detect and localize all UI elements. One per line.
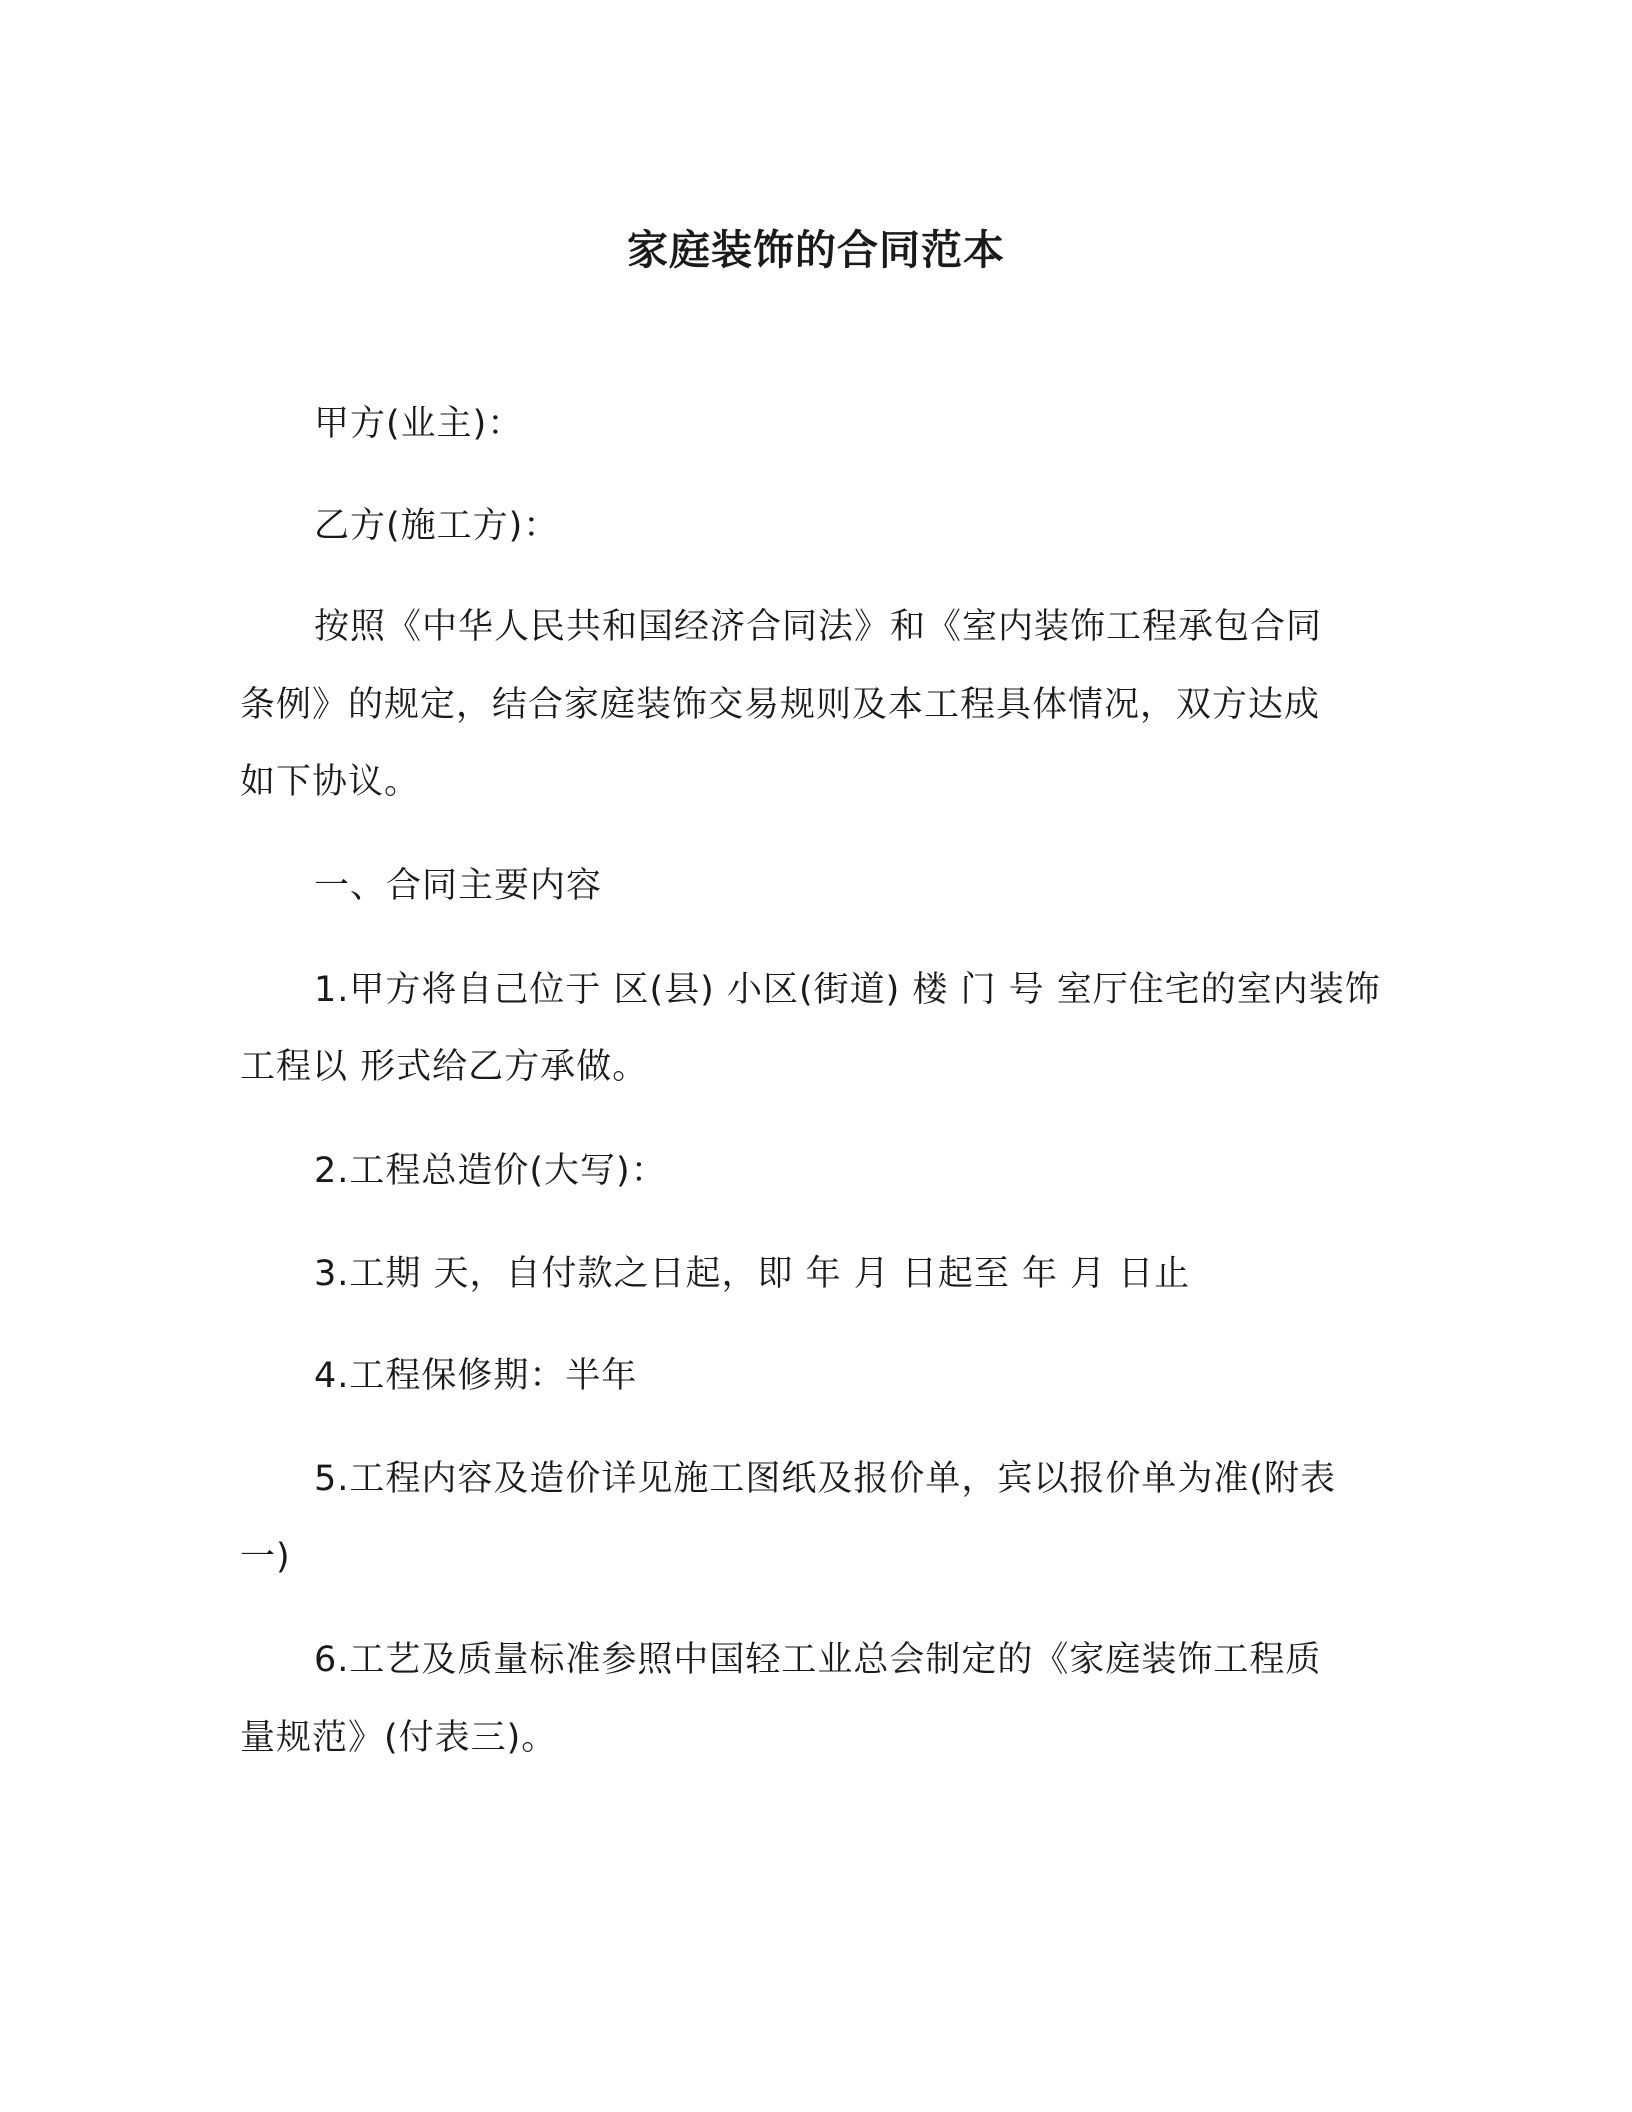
- clause-5-line-2: 一): [240, 1537, 291, 1577]
- clause-1-line-1: 1.甲方将自己位于 区(县) 小区(街道) 楼 门 号 室厅住宅的室内装饰: [314, 970, 1381, 1010]
- clause-1-line-2: 工程以 形式给乙方承做。: [240, 1047, 649, 1087]
- clause-3: 3.工期 天，自付款之日起，即 年 月 日起至 年 月 日止: [314, 1254, 1191, 1294]
- clause-6-line-2: 量规范》(付表三)。: [240, 1718, 558, 1758]
- party-a-line: 甲方(业主)：: [314, 404, 524, 444]
- clause-6-line-1: 6.工艺及质量标准参照中国轻工业总会制定的《家庭装饰工程质: [314, 1640, 1322, 1680]
- preamble-line-1: 按照《中华人民共和国经济合同法》和《室内装饰工程承包合同: [314, 607, 1323, 647]
- party-b-line: 乙方(施工方)：: [314, 506, 560, 546]
- clause-5-line-1: 5.工程内容及造价详见施工图纸及报价单，宾以报价单为准(附表: [314, 1459, 1337, 1499]
- preamble-line-3: 如下协议。: [240, 762, 421, 802]
- clause-4: 4.工程保修期：半年: [314, 1356, 638, 1396]
- section-heading: 一、合同主要内容: [314, 866, 603, 906]
- document-title: 家庭装饰的合同范本: [627, 226, 1005, 274]
- clause-2: 2.工程总造价(大写)：: [314, 1151, 667, 1191]
- preamble-line-2: 条例》的规定，结合家庭装饰交易规则及本工程具体情况，双方达成: [240, 685, 1321, 725]
